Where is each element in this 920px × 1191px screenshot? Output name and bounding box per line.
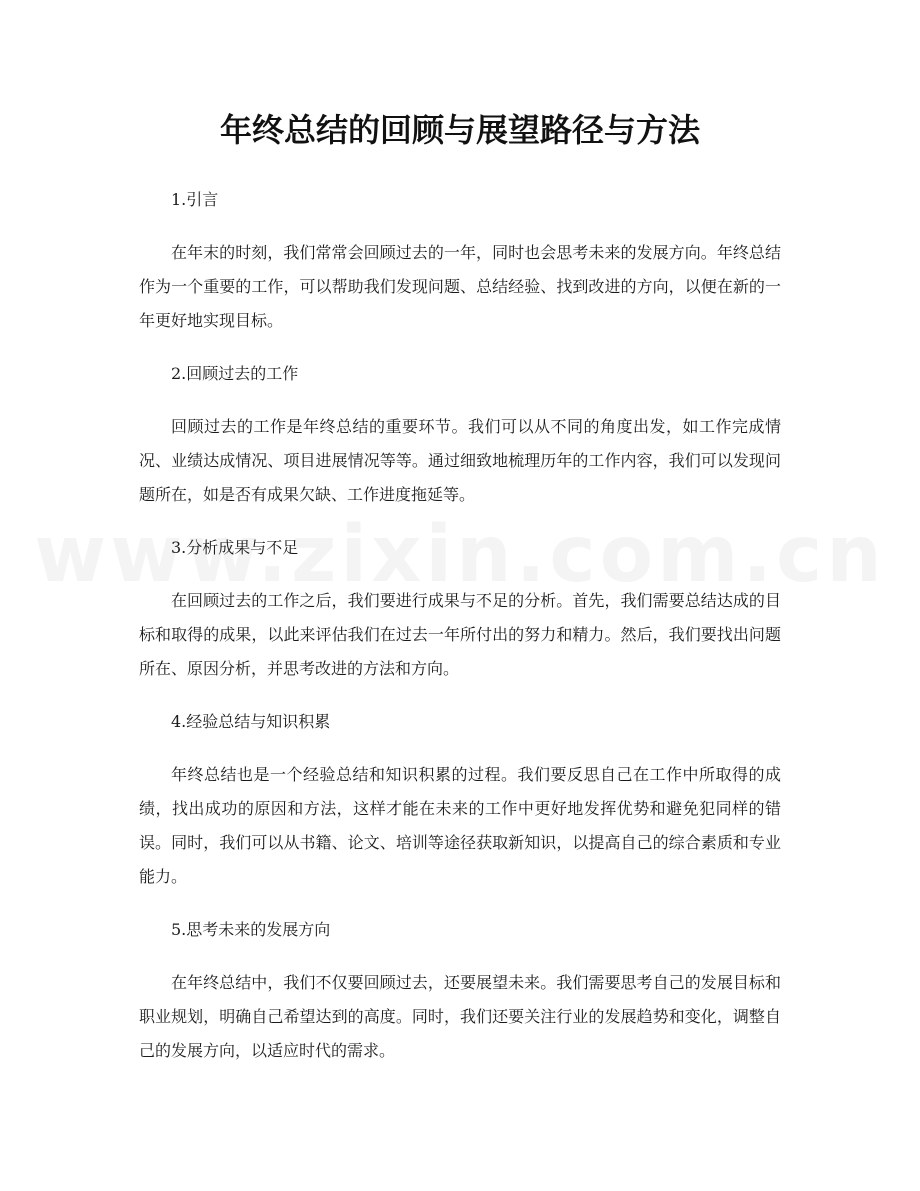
section-future-direction: [139, 914, 781, 1068]
section-heading: 4.经验总结与知识积累: [171, 712, 331, 731]
section-experience-knowledge: [139, 706, 781, 894]
section-heading: 3.分析成果与不足: [171, 538, 299, 557]
section-heading: 5.思考未来的发展方向: [171, 920, 331, 939]
section-analyze-results: [139, 532, 781, 686]
document-title: 年终总结的回顾与展望路径与方法: [219, 111, 700, 149]
section-introduction: [139, 184, 781, 338]
section-paragraph: 在年末的时刻，我们常常会回顾过去的一年，同时也会思考未来的发展方向。年终总结作为一个重要的工作，可以帮助我们发现问题、总结经验、找到改进的方向，以便在新的一年更好地实现目标。: [139, 243, 781, 330]
section-heading: 1.引言: [171, 190, 219, 209]
section-paragraph: 年终总结也是一个经验总结和知识积累的过程。我们要反思自己在工作中所取得的成绩，找出成功的原因和方法，这样才能在未来的工作中更好地发挥优势和避免犯同样的错误。同时，我们可以从书籍、论文、培训等途径获取新知识，以提高自己的综合素质和专业能力。: [139, 765, 781, 886]
section-paragraph: 回顾过去的工作是年终总结的重要环节。我们可以从不同的角度出发，如工作完成情况、业绩达成情况、项目进展情况等等。通过细致地梳理历年的工作内容，我们可以发现问题所在，如是否有成果欠缺、工作进度拖延等。: [139, 417, 781, 504]
section-paragraph: 在年终总结中，我们不仅要回顾过去，还要展望未来。我们需要思考自己的发展目标和职业规划，明确自己希望达到的高度。同时，我们还要关注行业的发展趋势和变化，调整自己的发展方向，以适应时代的需求。: [139, 973, 781, 1060]
section-heading: 2.回顾过去的工作: [171, 364, 299, 383]
section-paragraph: 在回顾过去的工作之后，我们要进行成果与不足的分析。首先，我们需要总结达成的目标和取得的成果，以此来评估我们在过去一年所付出的努力和精力。然后，我们要找出问题所在、原因分析，并思考改进的方法和方向。: [139, 591, 781, 678]
section-review-past-work: [139, 358, 781, 512]
document-body: [139, 184, 781, 1068]
